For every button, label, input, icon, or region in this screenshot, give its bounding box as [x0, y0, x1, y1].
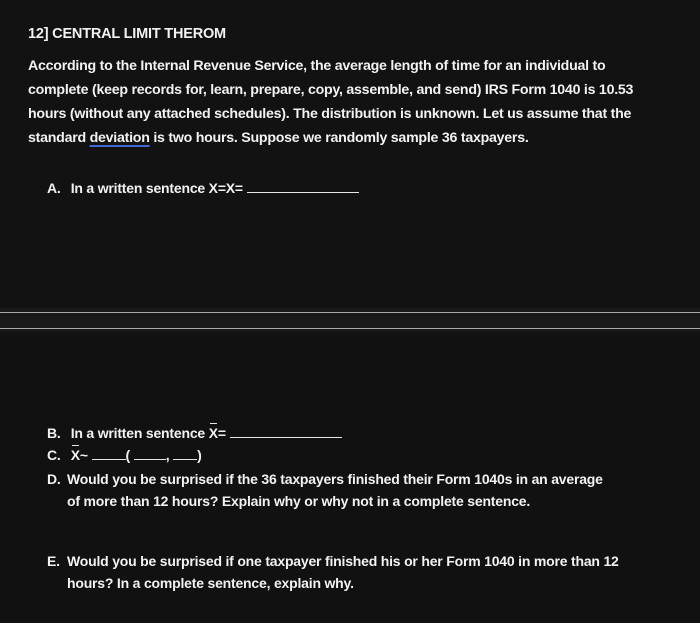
answer-c-mean-blank[interactable] [134, 445, 166, 460]
answer-a-blank[interactable] [247, 178, 359, 193]
question-b-symbol: X [209, 422, 218, 444]
divider-bottom-line [0, 328, 700, 329]
question-b [47, 422, 342, 444]
question-c-marker: C. [47, 447, 61, 463]
question-intro [28, 54, 658, 150]
question-b-text: In a written sentence [70, 425, 209, 441]
question-c-comma: , [165, 447, 170, 463]
question-b-marker: B. [47, 425, 61, 441]
question-e-marker: E. [47, 553, 60, 569]
answer-c-distribution-blank[interactable] [92, 445, 126, 460]
answer-b-blank[interactable] [230, 423, 342, 438]
underlined-word: deviation [89, 130, 150, 146]
intro-text-before: According to the Internal Revenue Service, the average length of time for an individual to complete (keep records for, learn, prepare, copy, assemble, and send) IRS Form 1040 is 10.53 hours (without any attached schedules). The distribution is unknown. Let us assume that the standard [28, 58, 634, 146]
question-c-paren-open: ( [125, 447, 130, 463]
question-b-after: = [217, 425, 226, 441]
question-d [47, 468, 617, 512]
question-header-section [0, 0, 700, 308]
question-body-section [0, 332, 700, 623]
divider-top-line [0, 312, 700, 313]
question-a-text: In a written sentence X=X= [70, 180, 243, 196]
answer-c-std-blank[interactable] [173, 445, 197, 460]
question-c-symbol: X [71, 444, 80, 466]
question-c-after: ~ [79, 447, 88, 463]
question-d-text: Would you be surprised if the 36 taxpayers finished their Form 1040s in an average of more than 12 hours? Explain why or why not in a complete sentence. [67, 471, 603, 509]
question-a [47, 177, 359, 199]
intro-text-after: is two hours. Suppose we randomly sample 36 taxpayers. [149, 130, 529, 146]
question-e [47, 550, 632, 594]
question-title: 12] CENTRAL LIMIT THEROM [28, 26, 226, 42]
question-d-marker: D. [47, 471, 61, 487]
question-e-text: Would you be surprised if one taxpayer finished his or her Form 1040 in more than 12 hours? In a complete sentence, explain why. [67, 553, 619, 591]
question-a-marker: A. [47, 180, 61, 196]
page-divider [0, 308, 700, 332]
question-c [47, 444, 202, 466]
question-c-paren-close: ) [197, 447, 202, 463]
